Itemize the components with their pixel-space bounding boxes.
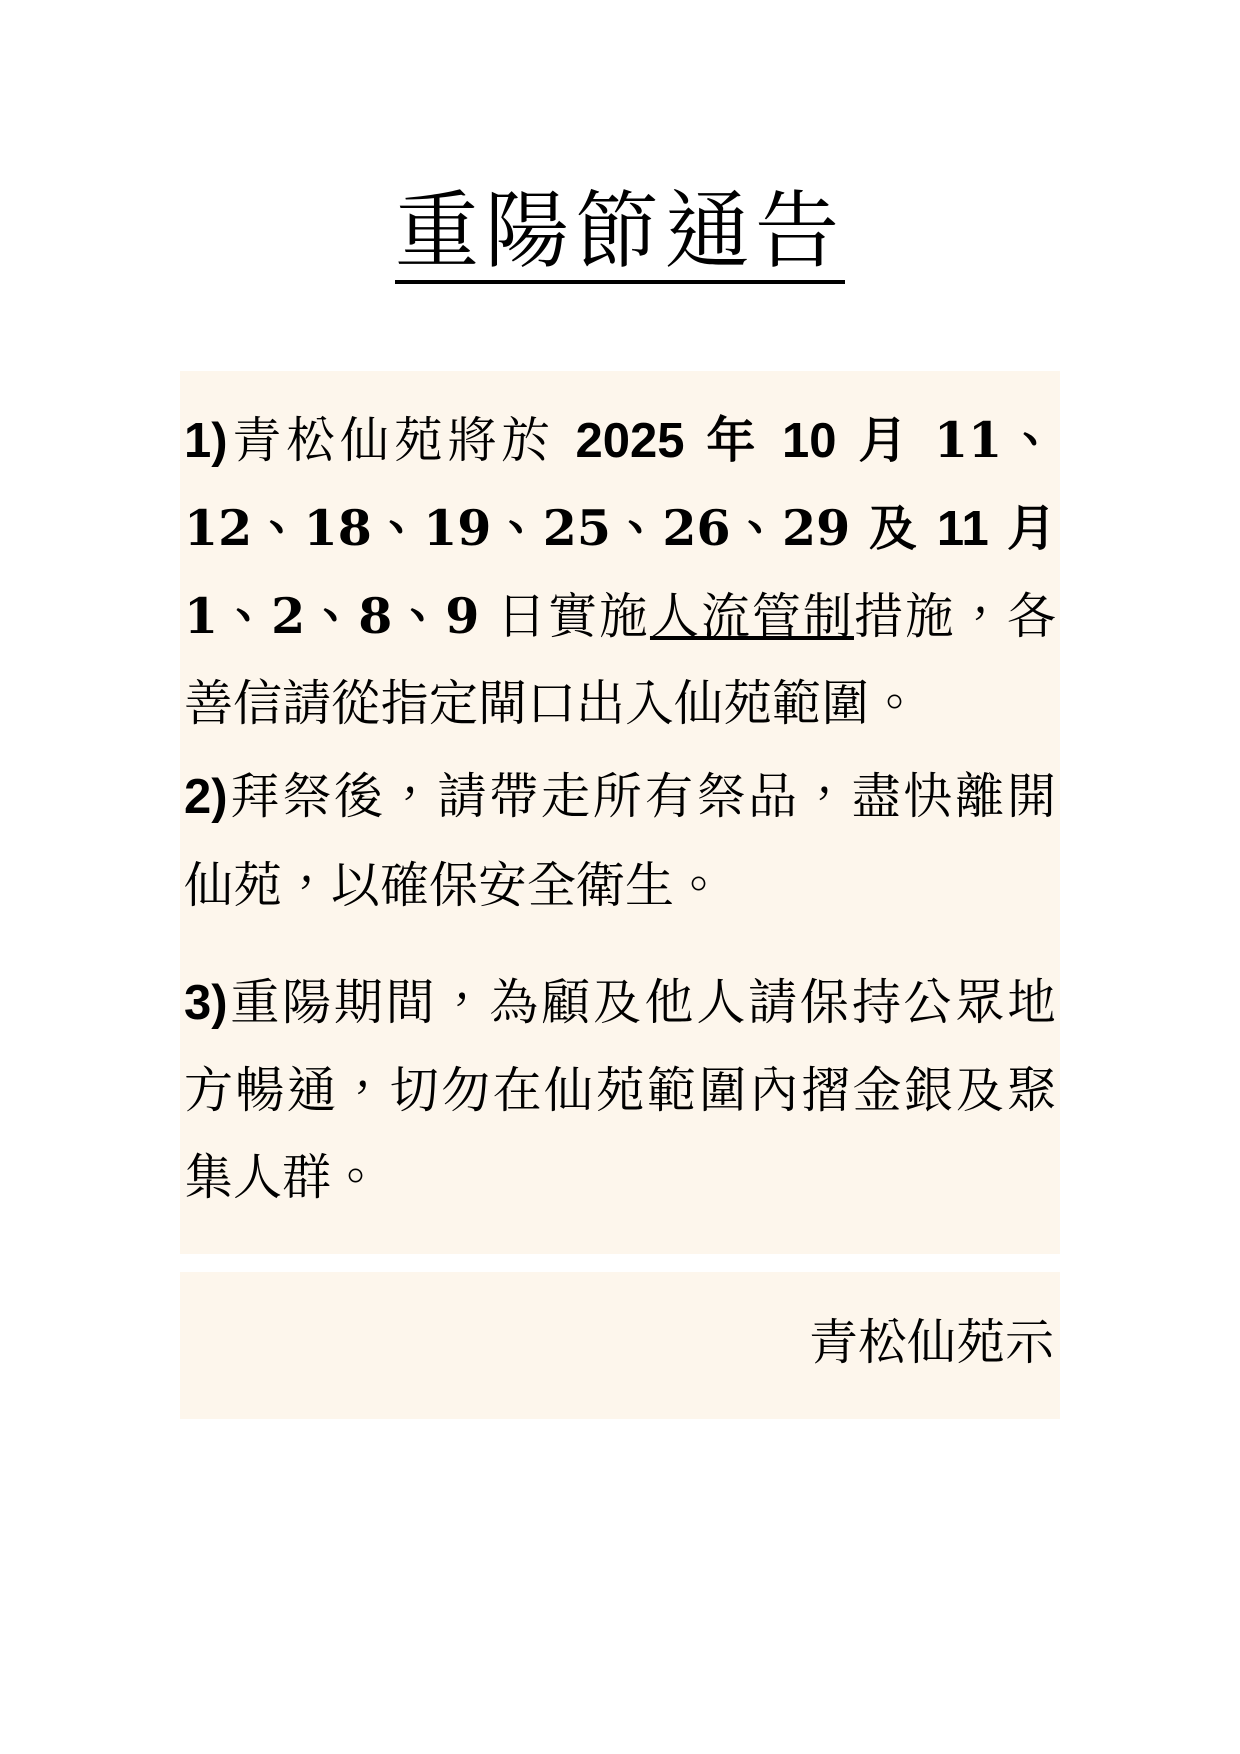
signature-container: [180, 1272, 1060, 1420]
notice-item-1: [180, 397, 1060, 748]
item-marker-2: 2): [184, 770, 228, 825]
item-text-1-12: 措施，各善信請從指定閘口出入仙苑範圍。: [184, 588, 1056, 733]
signature: 青松仙苑示: [808, 1313, 1054, 1371]
notice-body: [180, 371, 1060, 1254]
item-text-1-11-underlined: 人流管制: [649, 588, 854, 646]
item-marker-1: 1): [184, 413, 228, 468]
notice-item-3: [180, 959, 1060, 1222]
item-text-1-8: 月: [988, 498, 1056, 557]
item-text-1-1: 2025: [575, 413, 685, 468]
item-text-1-3: 10: [782, 413, 837, 468]
item-text-1-0: 青松仙苑將於: [227, 411, 576, 469]
title-container: [0, 0, 1240, 371]
item-text-1-6: 及: [850, 498, 937, 557]
item-marker-3: 3): [184, 975, 228, 1030]
item-text-1-5: 11、12、18、19、25、26、29: [184, 410, 1056, 557]
item-text-1-4: 月: [836, 410, 935, 469]
item-text-1-10: 日實施: [479, 588, 650, 646]
item-text-2-0: 拜祭後，請帶走所有祭品，盡快離開仙苑，以確保安全衛生。: [184, 768, 1056, 914]
item-text-1-7: 11: [936, 501, 989, 556]
notice-item-2: [180, 753, 1060, 928]
item-text-3-0: 重陽期間，為顧及他人請保持公眾地方暢通，切勿在仙苑範圍內摺金銀及聚集人群。: [184, 973, 1056, 1207]
item-text-1-2: 年: [684, 410, 782, 469]
item-text-1-9: 1、2、8、9: [184, 587, 480, 646]
page-title: 重陽節通告: [395, 184, 845, 284]
